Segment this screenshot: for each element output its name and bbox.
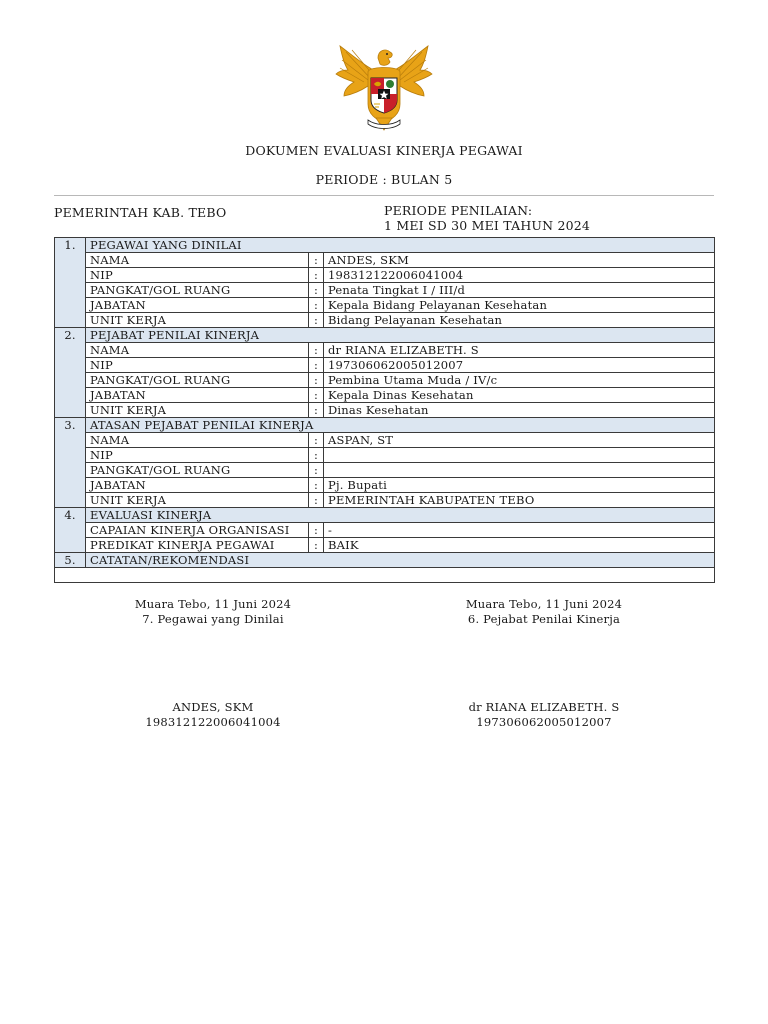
row-label: UNIT KERJA xyxy=(86,313,309,328)
document-title: DOKUMEN EVALUASI KINERJA PEGAWAI xyxy=(245,143,523,158)
table-row xyxy=(55,313,715,328)
row-value: ANDES, SKM xyxy=(324,253,715,268)
table-row xyxy=(55,358,715,373)
signature-right-nip: 197306062005012007 xyxy=(476,714,612,729)
signature-right-date: Muara Tebo, 11 Juni 2024 xyxy=(465,597,623,611)
signature-left-role: 7. Pegawai yang Dinilai xyxy=(142,611,284,626)
instansi-label: PEMERINTAH KAB. TEBO xyxy=(54,205,227,220)
row-colon: : xyxy=(309,463,324,478)
signature-right-block xyxy=(444,597,644,626)
row-colon: : xyxy=(309,373,324,388)
table-row xyxy=(55,433,715,448)
signature-left-nip: 198312122006041004 xyxy=(145,714,281,729)
row-label: PANGKAT/GOL RUANG xyxy=(86,463,309,478)
section-number: 3. xyxy=(55,418,86,508)
signature-left-name: ANDES, SKM xyxy=(172,700,254,714)
row-label: NAMA xyxy=(86,253,309,268)
row-colon: : xyxy=(309,298,324,313)
row-colon: : xyxy=(309,523,324,538)
signature-left-block xyxy=(113,597,313,626)
row-label: UNIT KERJA xyxy=(86,493,309,508)
section-title: PEGAWAI YANG DINILAI xyxy=(86,238,715,253)
row-label: PANGKAT/GOL RUANG xyxy=(86,283,309,298)
row-colon: : xyxy=(309,403,324,418)
table-row xyxy=(55,493,715,508)
row-value: Bidang Pelayanan Kesehatan xyxy=(324,313,715,328)
signature-right-role: 6. Pejabat Penilai Kinerja xyxy=(467,611,621,626)
row-value: 198312122006041004 xyxy=(324,268,715,283)
row-label: JABATAN xyxy=(86,478,309,493)
row-value: 197306062005012007 xyxy=(324,358,715,373)
row-colon: : xyxy=(309,268,324,283)
section-header xyxy=(55,238,715,253)
section-number: 4. xyxy=(55,508,86,553)
row-label: CAPAIAN KINERJA ORGANISASI xyxy=(86,523,309,538)
table-row xyxy=(55,538,715,553)
section-header xyxy=(55,553,715,568)
garuda-pancasila-emblem-icon xyxy=(334,44,434,132)
table-row xyxy=(55,283,715,298)
row-value: dr RIANA ELIZABETH. S xyxy=(324,343,715,358)
table-row xyxy=(55,373,715,388)
periode-penilaian-value: 1 MEI SD 30 MEI TAHUN 2024 xyxy=(384,218,591,233)
evaluation-table xyxy=(54,237,715,583)
row-colon: : xyxy=(309,313,324,328)
table-row xyxy=(55,403,715,418)
section-header xyxy=(55,328,715,343)
section-header xyxy=(55,418,715,433)
row-colon: : xyxy=(309,538,324,553)
section-title: PEJABAT PENILAI KINERJA xyxy=(86,328,715,343)
section-header xyxy=(55,508,715,523)
row-value: BAIK xyxy=(324,538,715,553)
notes-row xyxy=(55,568,715,583)
document-periode: PERIODE : BULAN 5 xyxy=(315,172,453,187)
row-value xyxy=(324,448,715,463)
row-label: JABATAN xyxy=(86,388,309,403)
row-value: Pj. Bupati xyxy=(324,478,715,493)
table-row xyxy=(55,298,715,313)
divider xyxy=(54,195,714,196)
row-colon: : xyxy=(309,448,324,463)
table-row xyxy=(55,268,715,283)
signature-right-name: dr RIANA ELIZABETH. S xyxy=(468,700,620,714)
row-value: Pembina Utama Muda / IV/c xyxy=(324,373,715,388)
row-colon: : xyxy=(309,388,324,403)
row-label: NAMA xyxy=(86,343,309,358)
row-colon: : xyxy=(309,253,324,268)
row-colon: : xyxy=(309,493,324,508)
row-colon: : xyxy=(309,478,324,493)
table-row xyxy=(55,448,715,463)
row-value: Kepala Dinas Kesehatan xyxy=(324,388,715,403)
row-value xyxy=(324,463,715,478)
row-colon: : xyxy=(309,358,324,373)
section-title: ATASAN PEJABAT PENILAI KINERJA xyxy=(86,418,715,433)
row-value: PEMERINTAH KABUPATEN TEBO xyxy=(324,493,715,508)
row-colon: : xyxy=(309,343,324,358)
row-label: PANGKAT/GOL RUANG xyxy=(86,373,309,388)
table-row xyxy=(55,388,715,403)
section-number: 2. xyxy=(55,328,86,418)
row-colon: : xyxy=(309,433,324,448)
row-colon: : xyxy=(309,283,324,298)
row-label: NAMA xyxy=(86,433,309,448)
row-value: - xyxy=(324,523,715,538)
row-value: Penata Tingkat I / III/d xyxy=(324,283,715,298)
signature-left-identity xyxy=(113,700,313,729)
section-number: 1. xyxy=(55,238,86,328)
table-row xyxy=(55,253,715,268)
row-label: UNIT KERJA xyxy=(86,403,309,418)
notes-cell xyxy=(55,568,715,583)
row-label: JABATAN xyxy=(86,298,309,313)
table-row xyxy=(55,463,715,478)
signature-left-date: Muara Tebo, 11 Juni 2024 xyxy=(134,597,292,611)
row-label: PREDIKAT KINERJA PEGAWAI xyxy=(86,538,309,553)
row-value: Kepala Bidang Pelayanan Kesehatan xyxy=(324,298,715,313)
table-row xyxy=(55,523,715,538)
section-title: EVALUASI KINERJA xyxy=(86,508,715,523)
table-row xyxy=(55,343,715,358)
row-value: ASPAN, ST xyxy=(324,433,715,448)
row-label: NIP xyxy=(86,268,309,283)
section-title: CATATAN/REKOMENDASI xyxy=(86,553,715,568)
section-number: 5. xyxy=(55,553,86,568)
signature-right-identity xyxy=(444,700,644,729)
row-label: NIP xyxy=(86,448,309,463)
periode-penilaian-label: PERIODE PENILAIAN: xyxy=(384,203,533,218)
table-row xyxy=(55,478,715,493)
row-label: NIP xyxy=(86,358,309,373)
row-value: Dinas Kesehatan xyxy=(324,403,715,418)
